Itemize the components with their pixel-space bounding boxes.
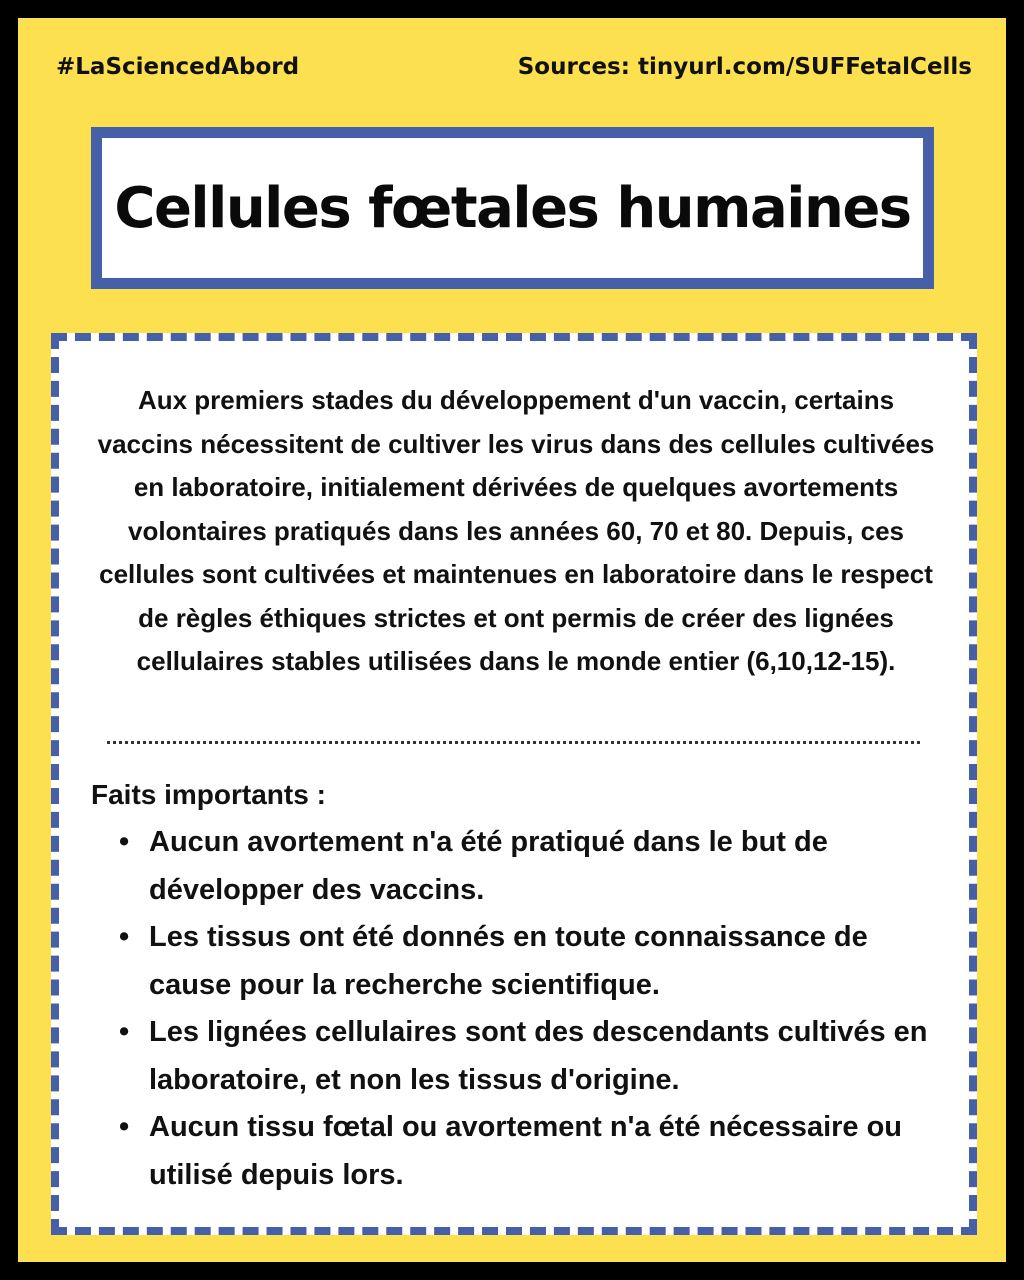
fact-text: Aucun avortement n'a été pratiqué dans le but de développer des vaccins. — [149, 826, 828, 906]
bullet-icon: • — [119, 1016, 130, 1048]
fact-item — [119, 1104, 939, 1199]
sources-link: Sources: tinyurl.com/SUFFetalCells — [517, 54, 972, 80]
fact-text: Les tissus ont été donnés en toute connaissance de cause pour la recherche scientifique. — [149, 921, 868, 1001]
title-box — [91, 127, 934, 289]
fact-item — [119, 819, 939, 914]
fact-text: Aucun tissu fœtal ou avortement n'a été nécessaire ou utilisé depuis lors. — [149, 1111, 903, 1191]
bullet-icon: • — [119, 921, 130, 953]
hashtag: #LaSciencedAbord — [56, 54, 300, 80]
facts-list — [119, 819, 939, 1199]
page-title: Cellules fœtales humaines — [114, 175, 911, 241]
facts-heading: Faits importants : — [91, 779, 326, 810]
intro-paragraph: Aux premiers stades du développement d'un vaccin, certains vaccins nécessitent de cultiver les virus dans des cellules cultivées en laboratoire, initialement dérivées de quelques avortements volontaires pratiqués dans les années 60, 70 et 80. Depuis, ces cellules sont cultivées et maintenues en laboratoire dans le respect de règles éthiques strictes et ont permis de créer des lignées cellulaires stables utilisées dans le monde entier (6,10,12-15). — [97, 385, 935, 676]
poster — [18, 18, 1006, 1262]
bullet-icon: • — [119, 1111, 130, 1143]
fact-item — [119, 914, 939, 1009]
fact-item — [119, 1009, 939, 1104]
fact-text: Les lignées cellulaires sont des descendants cultivés en laboratoire, et non les tissus d'origine. — [149, 1016, 928, 1096]
content-box — [51, 333, 977, 1235]
dotted-divider — [107, 741, 920, 744]
bullet-icon: • — [119, 826, 130, 858]
